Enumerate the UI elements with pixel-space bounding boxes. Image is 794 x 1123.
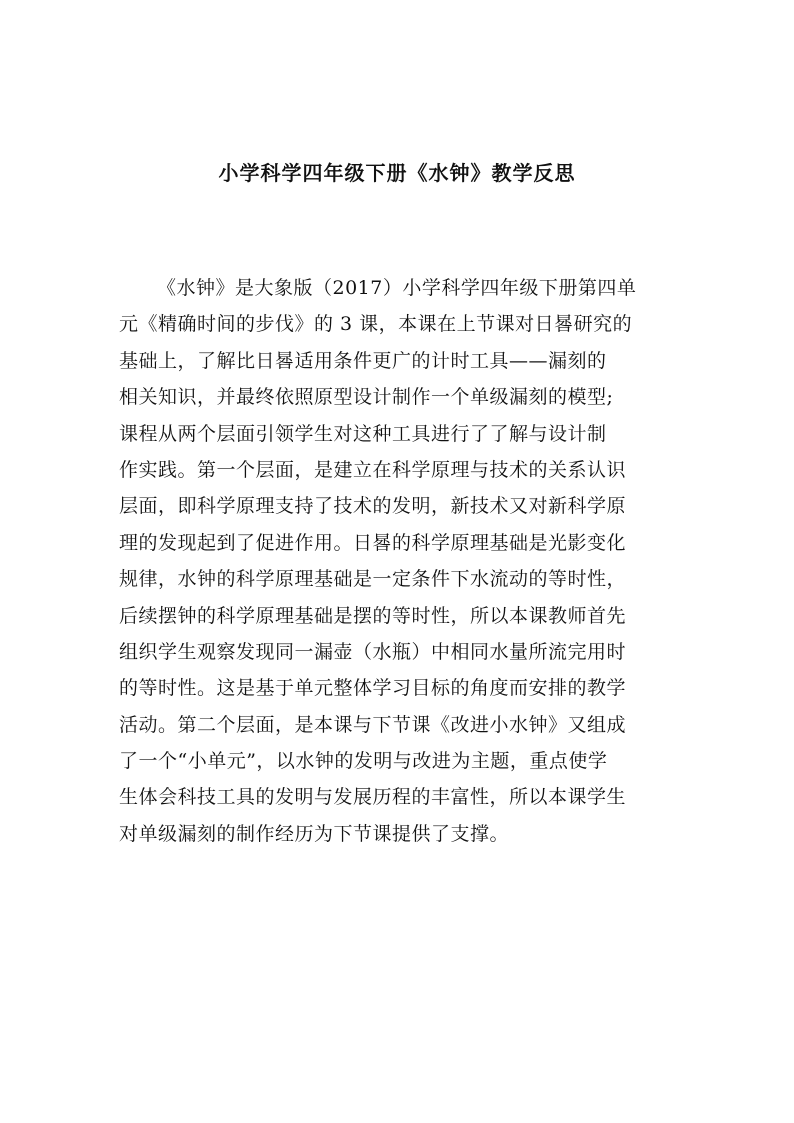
body-line: 对单级漏刻的制作经历为下节课提供了支撑。 xyxy=(119,822,510,845)
body-line: 理的发现起到了促进作用。日晷的科学原理基础是光影变化 xyxy=(119,531,627,554)
body-line: 元《精确时间的步伐》的 3 课，本课在上节课对日晷研究的 xyxy=(119,313,633,336)
body-line: 层面，即科学原理支持了技术的发明，新技术又对新科学原 xyxy=(119,495,627,518)
body-line: 生体会科技工具的发明与发展历程的丰富性，所以本课学生 xyxy=(119,786,627,809)
body-line: 《水钟》是大象版（2017）小学科学四年级下册第四单 xyxy=(157,277,637,299)
document-title: 小学科学四年级下册《水钟》教学反思 xyxy=(218,161,576,185)
body-line: 组织学生观察发现同一漏壶（水瓶）中相同水量所流完用时 xyxy=(119,640,627,663)
body-line: 的等时性。这是基于单元整体学习目标的角度而安排的教学 xyxy=(119,677,627,700)
body-line: 相关知识，并最终依照原型设计制作一个单级漏刻的模型; xyxy=(119,386,614,409)
body-line: 课程从两个层面引领学生对这种工具进行了了解与设计制 xyxy=(119,422,607,445)
body-line: 后续摆钟的科学原理基础是摆的等时性，所以本课教师首先 xyxy=(119,604,627,627)
body-line: 作实践。第一个层面，是建立在科学原理与技术的关系认识 xyxy=(119,458,627,481)
body-line: 了一个“小单元”，以水钟的发明与改进为主题，重点使学 xyxy=(119,750,608,773)
body-line: 规律，水钟的科学原理基础是一定条件下水流动的等时性， xyxy=(119,568,627,591)
body-line: 基础上，了解比日晷适用条件更广的计时工具——漏刻的 xyxy=(119,349,607,372)
document-body xyxy=(119,270,679,852)
body-line: 活动。第二个层面，是本课与下节课《改进小水钟》又组成 xyxy=(119,713,627,736)
